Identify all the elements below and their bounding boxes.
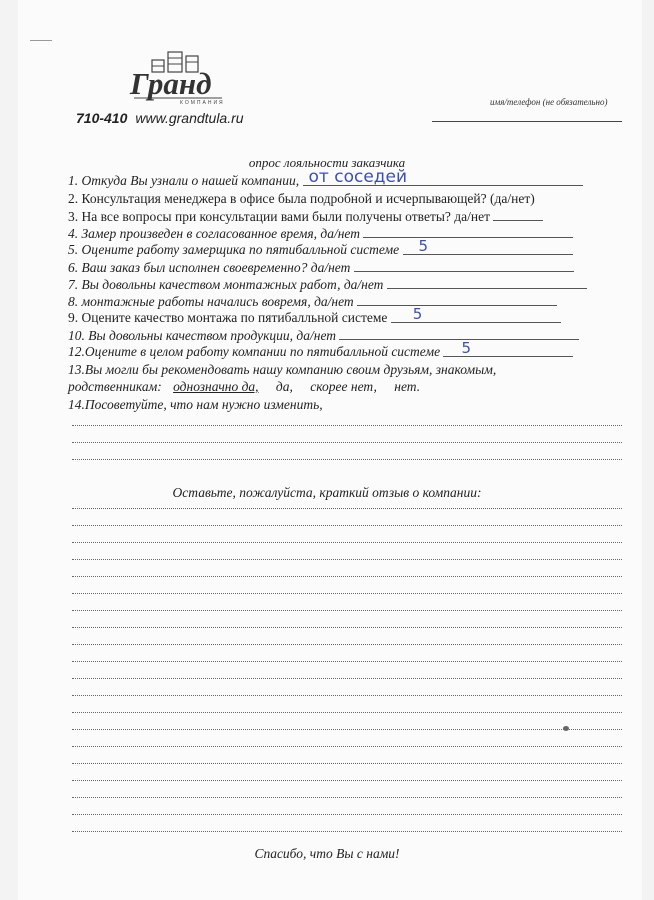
contact-line	[76, 110, 244, 126]
ink-speck	[563, 726, 569, 731]
feedback-line[interactable]	[72, 814, 622, 815]
name-phone-field[interactable]	[432, 121, 622, 122]
feedback-line[interactable]	[72, 593, 622, 594]
question-8-text: 8. монтажные работы начались вовремя, да/нет	[68, 294, 354, 309]
question-14-line[interactable]	[72, 425, 622, 426]
question-13	[68, 361, 496, 378]
question-2	[68, 190, 535, 207]
question-5-answer: 5	[418, 237, 429, 255]
feedback-line[interactable]	[72, 678, 622, 679]
feedback-title: Оставьте, пожалуйста, краткий отзыв о компании:	[172, 485, 482, 500]
option-no[interactable]: нет.	[394, 379, 421, 394]
question-8	[68, 292, 557, 309]
question-14-text: 14.Посоветуйте, что нам нужно изменить,	[68, 397, 323, 412]
question-5-answer-field[interactable]	[403, 237, 573, 255]
company-logo	[128, 44, 224, 108]
question-4	[68, 224, 573, 241]
name-phone-label: имя/телефон (не обязательно)	[490, 97, 608, 107]
website: www.grandtula.ru	[135, 110, 244, 126]
question-14-line[interactable]	[72, 459, 622, 460]
question-1	[68, 167, 583, 189]
feedback-line[interactable]	[72, 508, 622, 509]
feedback-line[interactable]	[72, 695, 622, 696]
question-5-text: 5. Оцените работу замерщика по пятибалльной системе	[68, 242, 400, 257]
question-1-answer-field[interactable]	[303, 167, 583, 187]
question-9-answer-field[interactable]	[391, 305, 561, 323]
question-3-text: 3. На все вопросы при консультации вами были получены ответы? да/нет	[68, 209, 491, 224]
scan-mark	[30, 40, 52, 41]
question-7	[68, 275, 587, 292]
question-13-prefix: родственникам:	[68, 379, 162, 394]
feedback-line[interactable]	[72, 542, 622, 543]
question-13-text: 13.Вы могли бы рекомендовать нашу компанию своим друзьям, знакомым,	[68, 362, 497, 377]
feedback-line[interactable]	[72, 729, 622, 730]
feedback-line[interactable]	[72, 525, 622, 526]
logo-wordmark: Гранд	[130, 66, 212, 101]
option-definitely-yes[interactable]: однозначно да,	[173, 379, 259, 394]
option-rather-no[interactable]: скорее нет,	[310, 379, 377, 394]
feedback-line[interactable]	[72, 610, 622, 611]
question-12-answer-field[interactable]	[443, 339, 573, 357]
survey-sheet	[18, 0, 642, 900]
question-13-options	[68, 378, 420, 395]
question-3	[68, 207, 543, 224]
question-9-text: 9. Оцените качество монтажа по пятибалльной системе	[68, 310, 388, 325]
feedback-line[interactable]	[72, 712, 622, 713]
question-5	[68, 237, 573, 258]
question-1-answer: от соседей	[308, 167, 408, 187]
question-4-text: 4. Замер произведен в согласованное время, да/нет	[68, 226, 360, 241]
feedback-line[interactable]	[72, 763, 622, 764]
question-3-answer-field[interactable]	[493, 207, 543, 221]
survey-title: опрос лояльности заказчика	[248, 155, 406, 170]
question-9-answer: 5	[412, 305, 423, 323]
question-8-answer-field[interactable]	[357, 292, 557, 306]
feedback-line[interactable]	[72, 831, 622, 832]
question-1-text: 1. Откуда Вы узнали о нашей компании,	[68, 173, 300, 188]
question-6	[68, 258, 574, 275]
option-yes[interactable]: да,	[275, 379, 293, 394]
question-7-text: 7. Вы довольны качеством монтажных работ, да/нет	[68, 277, 384, 292]
phone-number: 710-410	[76, 110, 128, 126]
question-2-text: 2. Консультация менеджера в офисе была подробной и исчерпывающей? (да/нет)	[68, 191, 535, 206]
question-6-answer-field[interactable]	[354, 258, 574, 272]
question-10-text: 10. Вы довольны качеством продукции, да/нет	[68, 328, 337, 343]
feedback-line[interactable]	[72, 780, 622, 781]
feedback-line[interactable]	[72, 746, 622, 747]
feedback-line[interactable]	[72, 559, 622, 560]
feedback-line[interactable]	[72, 661, 622, 662]
question-14-line[interactable]	[72, 442, 622, 443]
question-6-text: 6. Ваш заказ был исполнен своевременно? да/нет	[68, 260, 351, 275]
question-7-answer-field[interactable]	[387, 275, 587, 289]
feedback-line[interactable]	[72, 627, 622, 628]
question-12	[68, 339, 573, 360]
feedback-line[interactable]	[72, 797, 622, 798]
question-10	[68, 326, 579, 343]
feedback-line[interactable]	[72, 644, 622, 645]
question-10-answer-field[interactable]	[339, 326, 579, 340]
feedback-line[interactable]	[72, 576, 622, 577]
question-14	[68, 396, 323, 413]
question-12-text: 12.Оцените в целом работу компании по пятибалльной системе	[68, 344, 441, 359]
logo-subtitle: КОМПАНИЯ	[180, 100, 225, 106]
question-9	[68, 305, 561, 326]
question-4-answer-field[interactable]	[363, 224, 573, 238]
question-12-answer: 5	[461, 339, 471, 357]
thank-you-note: Спасибо, что Вы с нами!	[254, 846, 400, 861]
